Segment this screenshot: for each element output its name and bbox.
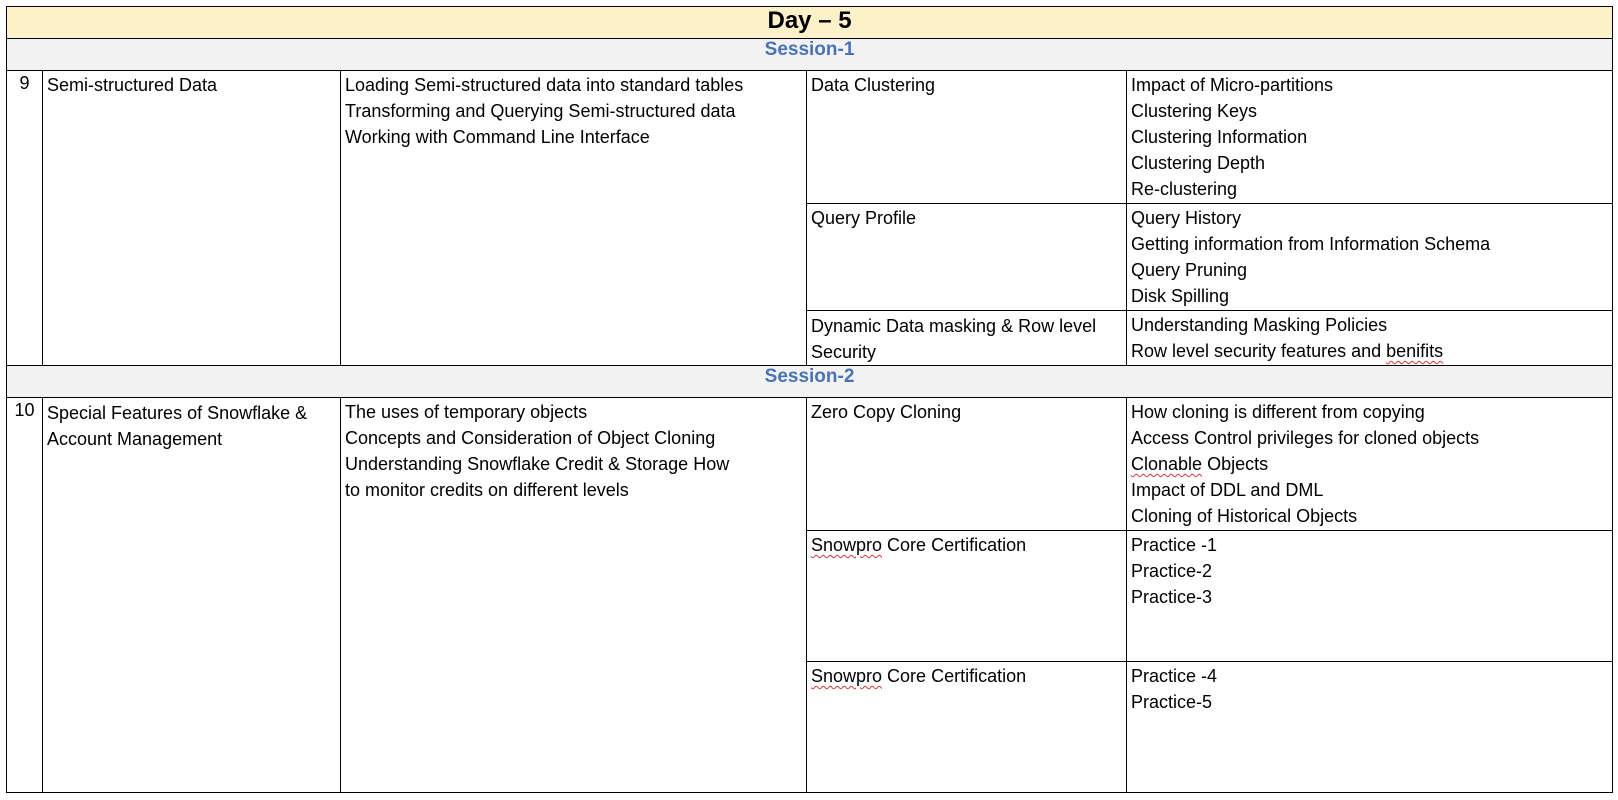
topic-line: Understanding Snowflake Credit & Storage How [345,454,730,474]
subtopic-item: Impact of DDL and DML [1131,480,1324,500]
module-number-10[interactable]: 10 [7,398,43,793]
subtopic-title-text: Query Profile [811,208,917,228]
session-2-title: Session-2 [7,366,1613,398]
session-2-header-row [7,366,1613,398]
subtopic-item: Access Control privileges for cloned objects [1131,428,1480,448]
subtopic-item: Clonable Objects [1131,454,1269,474]
subtopic-title-text: Zero Copy Cloning [811,402,962,422]
spellcheck-word: Clonable [1131,454,1203,474]
subtopic-items-data-clustering[interactable] [1127,71,1613,204]
subtopic-item: Practice-2 [1131,561,1213,581]
topic-line: Concepts and Consideration of Object Cloning [345,428,716,448]
subtopic-item: How cloning is different from copying [1131,402,1425,422]
spellcheck-word: Snowpro [811,666,883,686]
day-schedule-table [6,6,1613,793]
session-1-header-row [7,39,1613,71]
subtopic-title-zero-copy-cloning[interactable] [807,398,1127,531]
subtopic-title-snowpro-1[interactable] [807,531,1127,662]
subtopic-item: Disk Spilling [1131,286,1230,306]
subtopic-item: Impact of Micro-partitions [1131,75,1334,95]
subtopic-items-snowpro-1[interactable] [1127,531,1613,662]
subtopic-title-text: Dynamic Data masking & Row level Security [811,316,1097,362]
subtopic-items-query-profile[interactable] [1127,204,1613,311]
subtopic-title-dynamic-masking[interactable] [807,311,1127,366]
schedule-sheet [6,6,1612,793]
module-number-9[interactable]: 9 [7,71,43,366]
module-title-text: Semi-structured Data [47,75,218,95]
subtopic-items-dynamic-masking[interactable] [1127,311,1613,366]
subtopic-item: Cloning of Historical Objects [1131,506,1358,526]
session-1-row-a [7,71,1613,204]
topic-line: Transforming and Querying Semi-structured data [345,101,736,121]
module-topics-session-1[interactable] [341,71,807,366]
subtopic-title-text: Data Clustering [811,75,936,95]
topic-line: The uses of temporary objects [345,402,588,422]
subtopic-items-zero-copy-cloning[interactable] [1127,398,1613,531]
subtopic-item: Clustering Information [1131,127,1308,147]
subtopic-item: Practice -1 [1131,535,1218,555]
module-topics-session-2[interactable] [341,398,807,793]
spellcheck-word: benifits [1386,341,1444,361]
spellcheck-word: Snowpro [811,535,883,555]
topic-line: Loading Semi-structured data into standard tables [345,75,744,95]
session-2-row-a [7,398,1613,531]
module-title-semi-structured[interactable] [43,71,341,366]
subtopic-item: Getting information from Information Schema [1131,234,1491,254]
session-1-title: Session-1 [7,39,1613,71]
topic-line: Working with Command Line Interface [345,127,650,147]
subtopic-item: Understanding Masking Policies [1131,315,1388,335]
subtopic-item: Query History [1131,208,1242,228]
day-header-row [7,7,1613,39]
subtopic-item: Practice -4 [1131,666,1218,686]
subtopic-item: Practice-5 [1131,692,1213,712]
subtopic-item: Practice-3 [1131,587,1213,607]
subtopic-item: Clustering Keys [1131,101,1258,121]
topic-line: to monitor credits on different levels [345,480,629,500]
subtopic-title-text: Snowpro Core Certification [811,535,1027,555]
subtopic-title-query-profile[interactable] [807,204,1127,311]
subtopic-item: Row level security features and benifits [1131,341,1444,361]
subtopic-item: Clustering Depth [1131,153,1266,173]
subtopic-title-text: Snowpro Core Certification [811,666,1027,686]
subtopic-item: Query Pruning [1131,260,1248,280]
subtopic-item: Re-clustering [1131,179,1238,199]
module-title-special-features[interactable] [43,398,341,793]
subtopic-items-snowpro-2[interactable] [1127,662,1613,793]
subtopic-title-data-clustering[interactable] [807,71,1127,204]
module-title-text: Special Features of Snowflake & Account Management [47,403,308,449]
subtopic-title-snowpro-2[interactable] [807,662,1127,793]
day-title: Day – 5 [7,7,1613,39]
